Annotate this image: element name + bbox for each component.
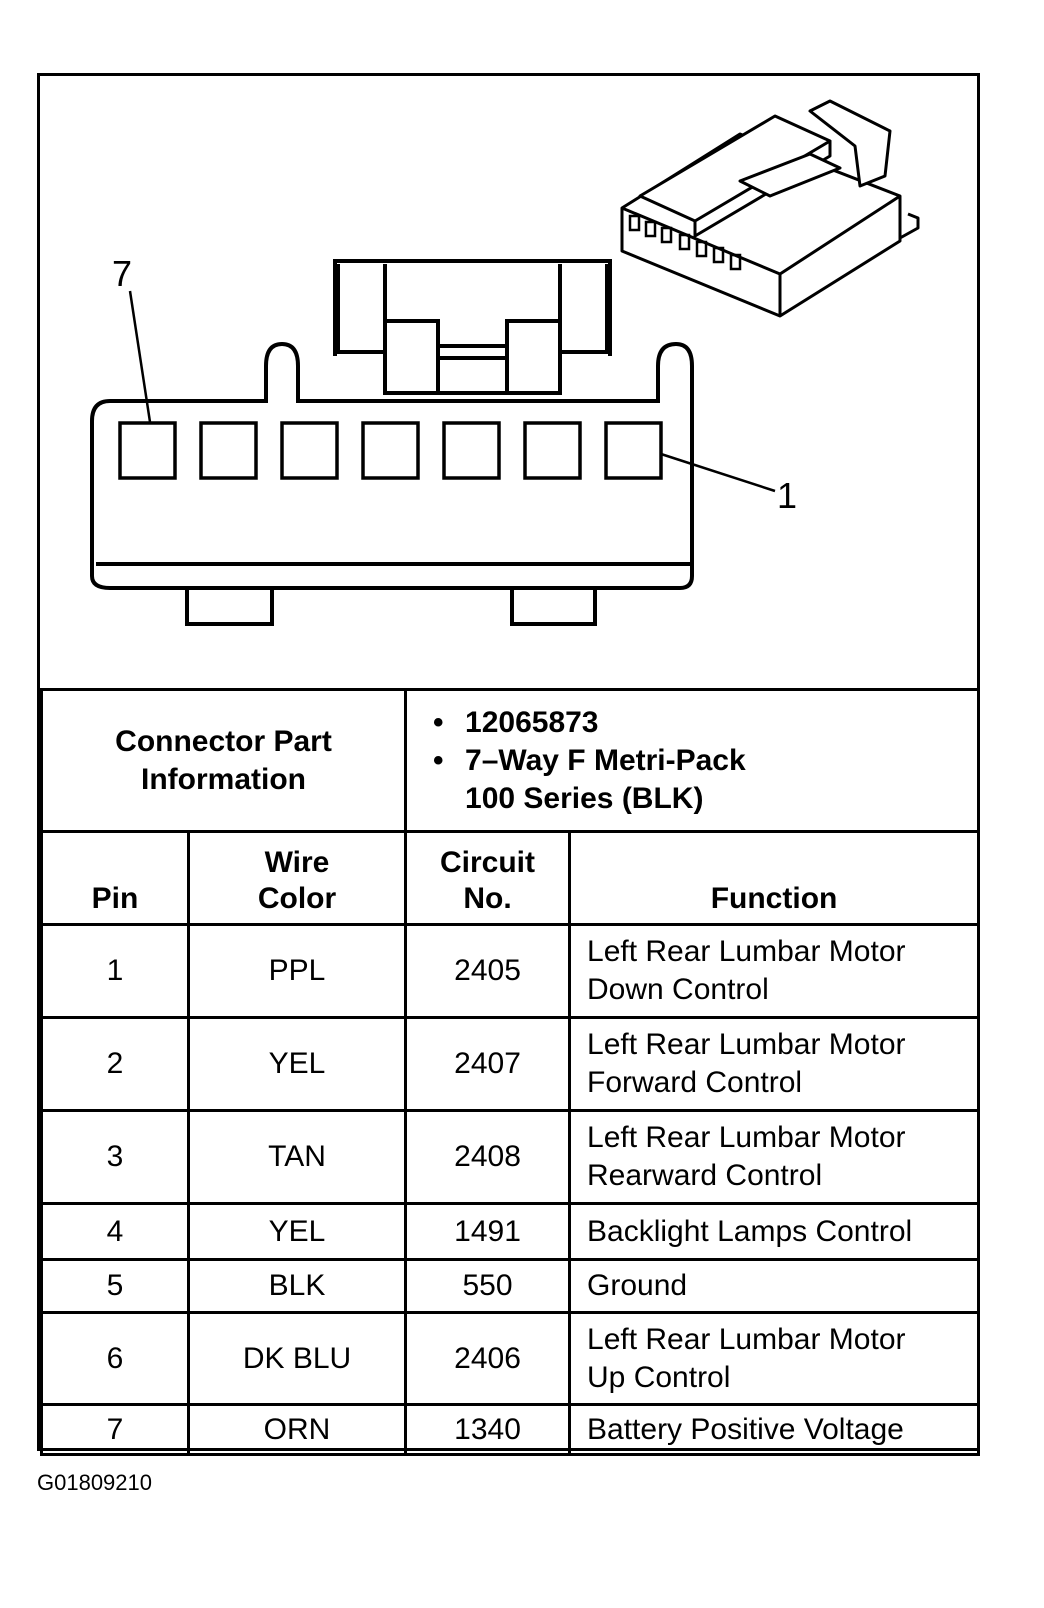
circuit-cell: 1491: [406, 1204, 570, 1260]
header-circuit-no: Circuit No.: [406, 832, 570, 925]
pin-cell: 1: [42, 925, 189, 1018]
pin-cavity-7: [120, 423, 175, 478]
diagram-frame: [37, 73, 980, 1451]
pin-cell: 3: [42, 1111, 189, 1204]
wire-color-cell: PPL: [189, 925, 406, 1018]
wire-color-cell: BLK: [189, 1260, 406, 1313]
wire-color-cell: YEL: [189, 1204, 406, 1260]
circuit-cell: 1340: [406, 1405, 570, 1455]
pin-cavity-4: [363, 423, 418, 478]
table-row: [42, 1018, 979, 1111]
pin-cavity-3: [444, 423, 499, 478]
function-cell: Battery Positive Voltage: [570, 1405, 979, 1455]
part-info-values: [406, 690, 979, 832]
function-cell: Left Rear Lumbar Motor Forward Control: [570, 1018, 979, 1111]
pin-cavity-6: [201, 423, 256, 478]
connector-info-table: [40, 688, 980, 1456]
pin-cell: 6: [42, 1313, 189, 1405]
pin-cavity-1: [606, 423, 661, 478]
connector-diagram: [40, 76, 977, 688]
function-cell: Backlight Lamps Control: [570, 1204, 979, 1260]
table-row: [42, 1204, 979, 1260]
part-description-line1: 7–Way F Metri-Pack: [465, 743, 746, 777]
part-info-row: [42, 690, 979, 832]
part-number: • 12065873: [465, 704, 977, 742]
circuit-cell: 2407: [406, 1018, 570, 1111]
table-row: [42, 1405, 979, 1455]
part-description: [465, 742, 977, 818]
pin-cavities: [120, 423, 661, 478]
table-row: [42, 925, 979, 1018]
function-cell: Left Rear Lumbar Motor Down Control: [570, 925, 979, 1018]
function-cell: Left Rear Lumbar Motor Up Control: [570, 1313, 979, 1405]
circuit-cell: 550: [406, 1260, 570, 1313]
pin-callout-1: 1: [777, 475, 798, 516]
table-row: [42, 1260, 979, 1313]
header-row: [42, 832, 979, 925]
wire-color-cell: DK BLU: [189, 1313, 406, 1405]
pin-cell: 7: [42, 1405, 189, 1455]
wire-color-cell: TAN: [189, 1111, 406, 1204]
wire-color-cell: YEL: [189, 1018, 406, 1111]
table-row: [42, 1313, 979, 1405]
wire-color-cell: ORN: [189, 1405, 406, 1455]
table-row: [42, 1111, 979, 1204]
circuit-cell: 2405: [406, 925, 570, 1018]
circuit-cell: 2408: [406, 1111, 570, 1204]
header-function: Function: [570, 832, 979, 925]
pin-callout-7: 7: [112, 253, 133, 294]
figure-id: G01809210: [37, 1470, 152, 1495]
pin-cavity-2: [525, 423, 580, 478]
function-cell: Ground: [570, 1260, 979, 1313]
pin-cavity-5: [282, 423, 337, 478]
part-info-label: Connector Part Information: [42, 690, 406, 832]
header-wire-color: Wire Color: [189, 832, 406, 925]
connector-face: [92, 261, 692, 624]
header-pin: Pin: [42, 832, 189, 925]
connector-illustration: [40, 76, 977, 688]
connector-3d-sketch: [622, 101, 918, 316]
pin-cell: 2: [42, 1018, 189, 1111]
pin-cell: 4: [42, 1204, 189, 1260]
function-cell: Left Rear Lumbar Motor Rearward Control: [570, 1111, 979, 1204]
part-description-line2: 100 Series (BLK): [465, 781, 704, 815]
callout-line-1: [661, 454, 775, 491]
pin-cell: 5: [42, 1260, 189, 1313]
circuit-cell: 2406: [406, 1313, 570, 1405]
